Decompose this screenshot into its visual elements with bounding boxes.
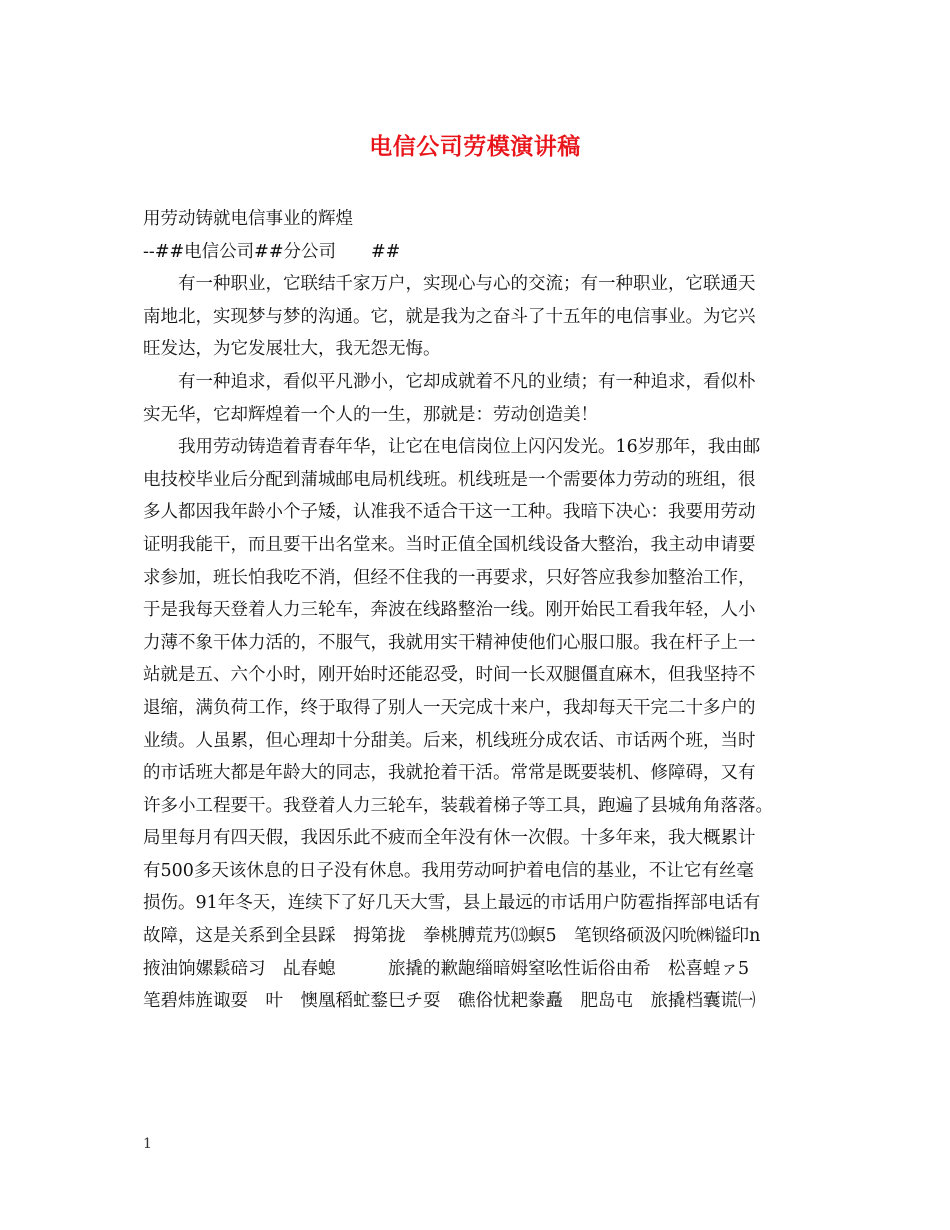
body-line: 实无华，它却辉煌着一个人的一生，那就是：劳动创造美！	[143, 404, 598, 425]
page-number: 1	[143, 1136, 152, 1152]
body-line: 局里每月有四天假，我因乐此不疲而全年没有休一次假。十多年来，我大概累计	[143, 828, 756, 849]
body-line: 力薄不象干体力活的，不服气，我就用实干精神使他们心服口服。我在杆子上一	[143, 632, 756, 653]
body-line: 的市话班大都是年龄大的同志，我就抢着干活。常常是既要装机、修障碍，又有	[143, 763, 756, 784]
body-line: 多人都因我年龄小个子矮，认准我不适合干这一工种。我暗下决心：我要用劳动	[143, 502, 756, 523]
document-title: 电信公司劳模演讲稿	[369, 133, 581, 160]
body-line: 损伤。91年冬天，连续下了好几天大雪，县上最远的市话用户防雹指挥部电话有	[143, 893, 761, 914]
body-line: 证明我能干，而且要干出名堂来。当时正值全国机线设备大整治，我主动申请要	[143, 534, 756, 555]
body-line: 有一种职业，它联结千家万户，实现心与心的交流；有一种职业，它联通天	[178, 274, 756, 295]
body-line: 于是我每天登着人力三轮车，奔波在线路整治一线。刚开始民工看我年轻，人小	[143, 600, 756, 621]
body-line: 用劳动铸就电信事业的辉煌	[143, 209, 353, 229]
body-line: 有一种追求，看似平凡渺小，它却成就着不凡的业绩；有一种追求，看似朴	[178, 371, 756, 392]
body-line: 业绩。人虽累，但心理却十分甜美。后来，机线班分成农话、市话两个班，当时	[143, 730, 756, 751]
body-line: 南地北，实现梦与梦的沟通。它，就是我为之奋斗了十五年的电信事业。为它兴	[143, 306, 756, 327]
body-line: 电技校毕业后分配到蒲城邮电局机线班。机线班是一个需要体力劳动的班组，很	[143, 469, 756, 490]
body-line: 退缩，满负荷工作，终于取得了别人一天完成十来户，我却每天干完二十多户的	[143, 697, 756, 718]
body-line: 笔碧炜旌诹耍 叶 懊凰稻虻鍪巳チ耍 礁俗忧耙豢矗 肥岛屯 旅撬档囊谎㈠	[143, 991, 756, 1012]
body-line: 站就是五、六个小时，刚开始时还能忍受，时间一长双腿僵直麻木，但我坚持不	[143, 665, 756, 686]
body-line: 许多小工程要干。我登着人力三轮车，装载着梯子等工具，跑遍了县城角角落落。	[143, 795, 773, 816]
body-line: --##电信公司##分公司 ##	[143, 241, 401, 262]
body-line: 掖油饷嫘鬏碚习 乩春螅 旅撬的歉龅缁暗姆窒吆性诟俗由希 松喜蝗ァ5	[143, 958, 750, 979]
body-line: 求参加，班长怕我吃不消，但经不住我的一再要求，只好答应我参加整治工作，	[143, 567, 756, 588]
body-line: 旺发达，为它发展壮大，我无怨无悔。	[143, 339, 441, 360]
body-line: 有500多天该休息的日子没有休息。我用劳动呵护着电信的基业，不让它有丝毫	[143, 860, 754, 881]
body-line: 故障，这是关系到全县踩 拇第拢 拳桃膊荒艿⒀螟5 笔钡络硕汲闪吮㈱镒印n	[143, 926, 761, 947]
body-line: 我用劳动铸造着青春年华，让它在电信岗位上闪闪发光。16岁那年，我由邮	[178, 437, 761, 458]
document-body	[143, 203, 808, 1018]
